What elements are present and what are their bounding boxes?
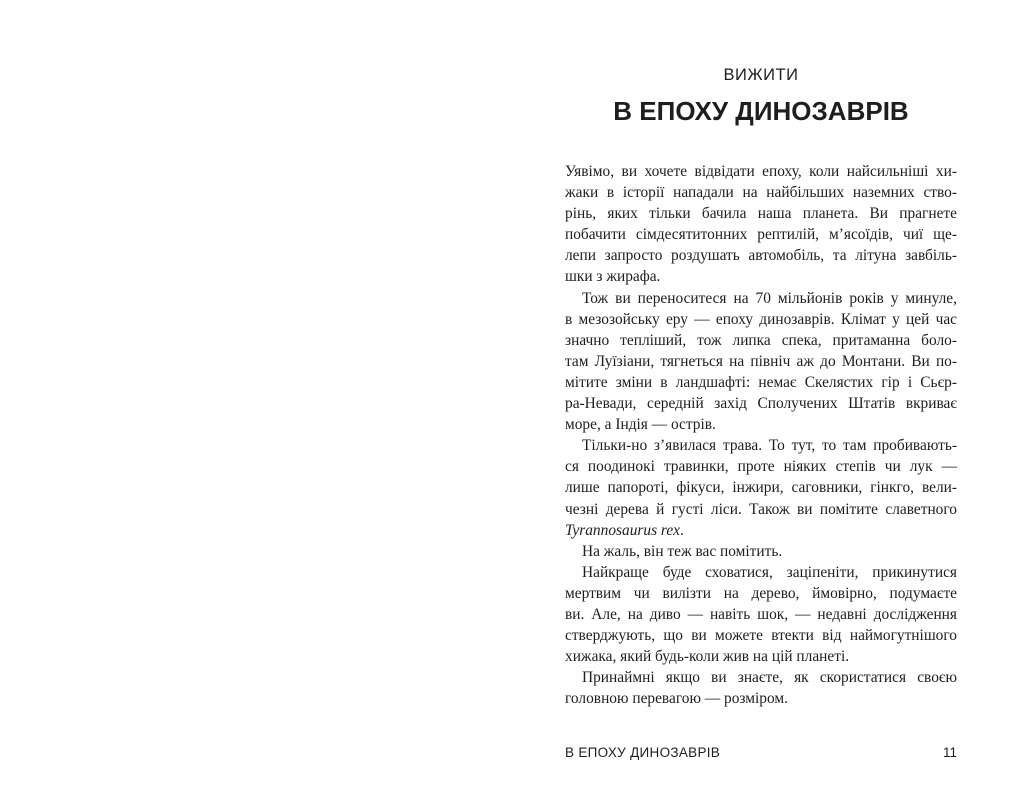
text-line: в мезозойську еру — епоху динозаврів. Клімат у цей час	[565, 310, 957, 328]
chapter-body	[565, 161, 957, 709]
text-line: ра-Невади, середній захід Сполучених Штатів вкриває	[565, 395, 957, 413]
text-line: стверджують, що ви можете втекти від наймогутнішого	[565, 627, 957, 645]
text-line: ви. Але, на диво — навіть шок, — недавні дослідження	[565, 605, 957, 623]
text-line: Тож ви переноситеся на 70 мільйонів років у минуле,	[582, 289, 957, 307]
text-line: На жаль, він теж вас помітить.	[582, 542, 783, 560]
text-line: рінь, яких тільки бачила наша планета. Ви прагнете	[565, 205, 957, 223]
text-line: Уявімо, ви хочете відвідати епоху, коли найсильніші хи-	[565, 163, 957, 180]
page-number: 11	[942, 745, 957, 760]
text-line: море, а Індія — острів.	[565, 416, 716, 434]
text-line: там Луїзіани, тягнеться на північ аж до Монтани. Ви по-	[565, 352, 957, 370]
running-footer-title: В ЕПОХУ ДИНОЗАВРІВ	[565, 745, 721, 760]
text-line: значно тепліший, тож липка спека, притаманна боло-	[565, 331, 957, 349]
text-line-species	[565, 520, 957, 541]
text-line: лише папороті, фікуси, інжири, саговники, гінкго, вели-	[565, 479, 957, 497]
text-line: чезні дерева й густі ліси. Також ви помітите славетного	[565, 500, 957, 518]
text-line: хижака, який будь-коли жив на цій планеті.	[565, 648, 850, 666]
text-line: шки з жирафа.	[565, 268, 661, 286]
text-line: побачити сімдесятитонних рептилій, м’ясоїдів, чиї ще-	[565, 226, 957, 244]
text-line: лепи запросто роздушать автомобіль, та літуна завбіль-	[565, 247, 957, 265]
text-line: Принаймні якщо ви знаєте, як скористатися своєю	[582, 669, 957, 687]
chapter-title: В ЕПОХУ ДИНОЗАВРІВ	[613, 96, 909, 126]
species-period: .	[680, 521, 684, 539]
text-line: мертвим чи вилізти на дерево, ймовірно, подумаєте	[565, 584, 957, 602]
text-line: мітите зміни в ландшафті: немає Скелястих гір і Сьєр-	[565, 373, 957, 391]
text-line: головною перевагою — розміром.	[565, 690, 788, 708]
text-line: жаки в історії нападали на найбільших наземних ство-	[565, 184, 957, 202]
text-line: Тільки-но з’явилася трава. То тут, то там пробивають-	[582, 437, 957, 455]
text-line: Найкраще буде сховатися, заціпеніти, прикинутися	[582, 563, 957, 581]
text-line: ся поодинокі травинки, проте ніяких степів чи лук —	[565, 458, 957, 476]
chapter-kicker: ВИЖИТИ	[723, 66, 799, 84]
species-name: Tyrannosaurus rex	[565, 521, 681, 539]
